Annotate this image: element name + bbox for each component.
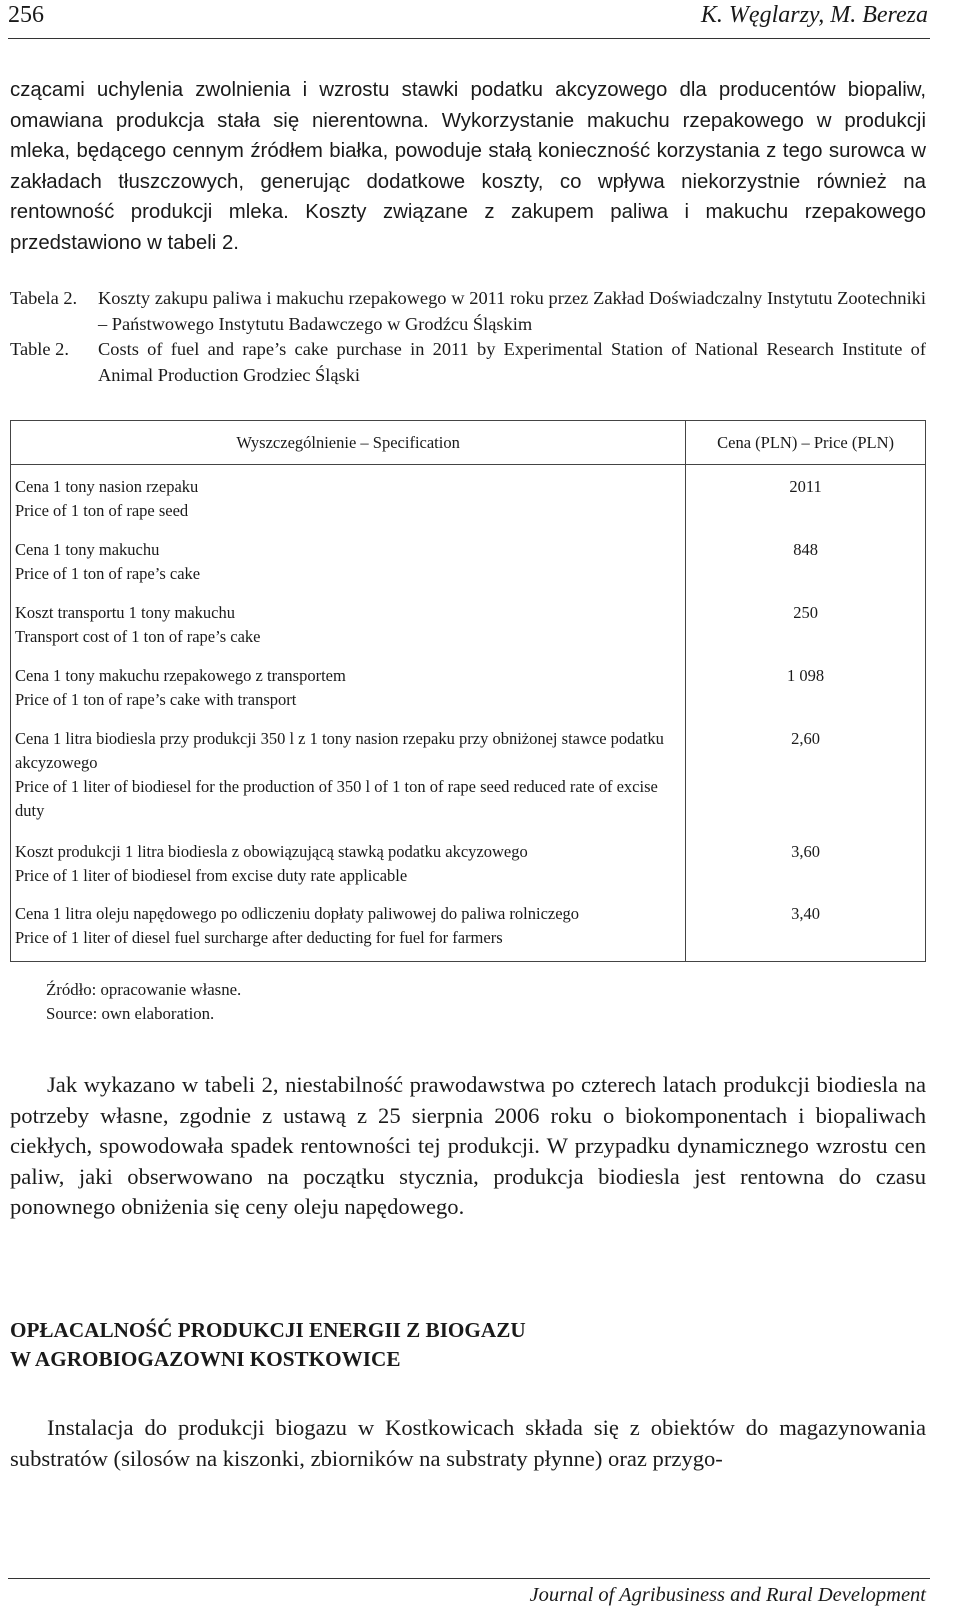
row-label-pl: Cena 1 litra biodiesla przy produkcji 350 l z 1 tony nasion rzepaku przy obniżonej stawce podatku akcyzowego	[15, 728, 664, 772]
table-row	[11, 465, 926, 539]
body-paragraph-text: Jak wykazano w tabeli 2, niestabilność prawodawstwa po czterech latach produkcji biodiesla na potrzeby własne, zgodnie z ustawą z 25 sierpnia 2006 roku o biokomponentach i biopaliwach ciekłych, spowodowała spadek rentowności tej produkcji. W przypadku dynamicznego wzrostu cen paliw, jaki obserwowano na początku stycznia, produkcja biodiesla jest rentowna do czasu ponownego obniżenia się ceny oleju napędowego.	[10, 1072, 926, 1219]
section-heading-line-1: OPŁACALNOŚĆ PRODUKCJI ENERGII Z BIOGAZU	[10, 1318, 526, 1342]
section-paragraph	[10, 1413, 926, 1474]
row-label-pl: Koszt produkcji 1 litra biodiesla z obowiązującą stawką podatku akcyzowego	[15, 841, 528, 861]
row-value: 3,40	[686, 902, 926, 961]
table-row	[11, 902, 926, 961]
row-label-pl: Cena 1 tony makuchu	[15, 540, 160, 560]
row-value: 3,60	[686, 840, 926, 903]
table-row	[11, 601, 926, 664]
table-row	[11, 664, 926, 727]
header-rule	[8, 38, 930, 39]
caption-polish	[10, 286, 926, 337]
row-label-en: Transport cost of 1 ton of rape’s cake	[15, 627, 261, 647]
row-label-pl: Koszt transportu 1 tony makuchu	[15, 603, 235, 623]
running-header-authors: K. Węglarzy, M. Bereza	[700, 2, 928, 28]
table-row	[11, 727, 926, 840]
table-row	[11, 840, 926, 903]
row-value: 250	[686, 601, 926, 664]
row-label-en: Price of 1 liter of biodiesel for the production of 350 l of 1 ton of rape seed reduced rate of excise duty	[15, 776, 658, 820]
row-value: 848	[686, 538, 926, 601]
table-row	[11, 538, 926, 601]
caption-text-en: Costs of fuel and rape’s cake purchase in 2011 by Experimental Station of National Research Institute of Animal Production Grodziec Śląski	[98, 339, 926, 385]
table-header-row	[11, 421, 926, 465]
caption-label-pl: Tabela 2.	[10, 288, 78, 308]
row-label-en: Price of 1 liter of biodiesel from excise duty rate applicable	[15, 865, 408, 885]
column-header-price: Cena (PLN) – Price (PLN)	[686, 421, 926, 465]
row-label-en: Price of 1 ton of rape seed	[15, 501, 189, 520]
table-source	[46, 978, 241, 1026]
footer-rule	[8, 1578, 930, 1579]
caption-label-en: Table 2.	[10, 339, 69, 359]
row-label-pl: Cena 1 tony makuchu rzepakowego z transportem	[15, 665, 346, 685]
section-heading	[10, 1316, 526, 1374]
row-label-en: Price of 1 ton of rape’s cake	[15, 564, 201, 584]
section-paragraph-text: Instalacja do produkcji biogazu w Kostkowicach składa się z obiektów do magazynowania substratów (silosów na kiszonki, zbiorników na substraty płynne) oraz przygo-	[10, 1415, 926, 1471]
cost-table	[10, 420, 926, 962]
caption-text-pl: Koszty zakupu paliwa i makuchu rzepakowego w 2011 roku przez Zakład Doświadczalny Instytutu Zootechniki – Państwowego Instytutu Badawczego w Grodźcu Śląskim	[98, 288, 926, 334]
source-pl: Źródło: opracowanie własne.	[46, 980, 242, 999]
row-label-pl: Cena 1 litra oleju napędowego po odliczeniu dopłaty paliwowej do paliwa rolniczego	[15, 904, 580, 924]
row-value: 1 098	[686, 664, 926, 727]
journal-footer: Journal of Agribusiness and Rural Development	[529, 1584, 926, 1606]
row-label-en: Price of 1 ton of rape’s cake with transport	[15, 689, 297, 709]
page-number: 256	[8, 2, 44, 28]
column-header-specification: Wyszczególnienie – Specification	[11, 421, 686, 465]
body-paragraph	[10, 1070, 926, 1223]
row-value: 2011	[686, 465, 926, 539]
row-label-en: Price of 1 liter of diesel fuel surcharge after deducting for fuel for farmers	[15, 928, 503, 948]
row-value: 2,60	[686, 727, 926, 840]
intro-paragraph: czącami uchylenia zwolnienia i wzrostu stawki podatku akcyzowego dla producentów biopaliw, omawiana produkcja stała się nierentowna. Wykorzystanie makuchu rzepakowego w produkcji mleka, będącego cennym źródłem białka, powoduje stałą konieczność korzystania z tego surowca w zakładach tłuszczowych, generując dodatkowe koszty, co wpływa niekorzystnie również na rentowność produkcji mleka. Koszty związane z zakupem paliwa i makuchu rzepakowego przedstawiono w tabeli 2.	[10, 79, 926, 254]
row-label-pl: Cena 1 tony nasion rzepaku	[15, 477, 199, 496]
table-caption	[10, 286, 926, 388]
source-en: Source: own elaboration.	[46, 1004, 215, 1023]
section-heading-line-2: W AGROBIOGAZOWNI KOSTKOWICE	[10, 1347, 401, 1371]
caption-english	[10, 337, 926, 388]
